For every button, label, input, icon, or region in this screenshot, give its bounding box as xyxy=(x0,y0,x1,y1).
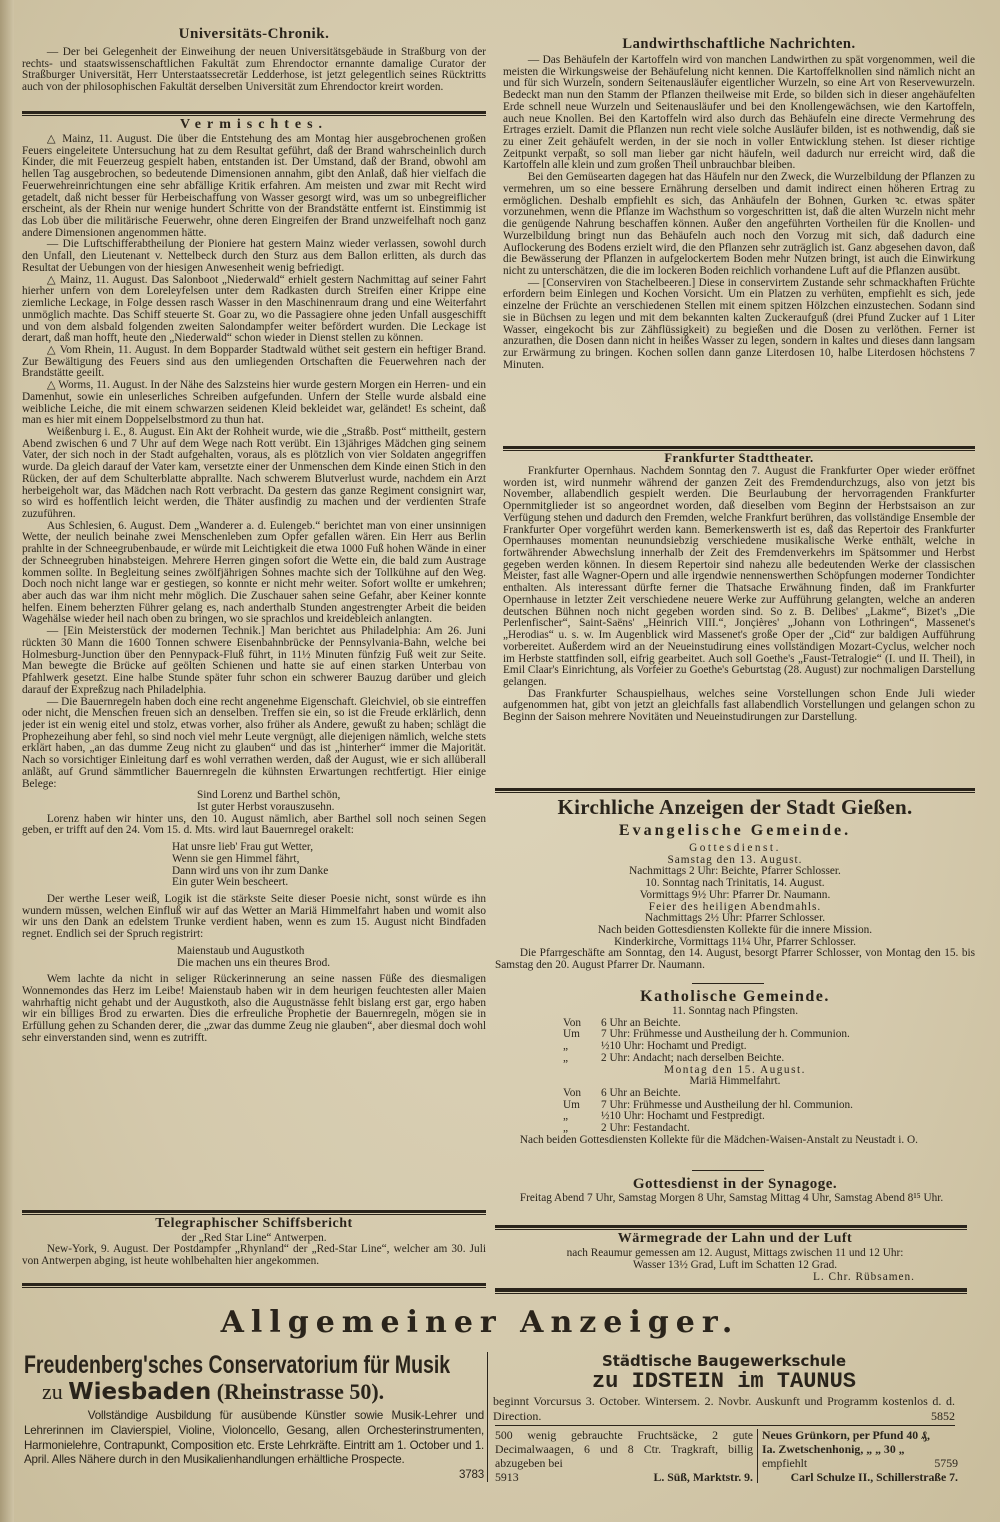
divider xyxy=(22,111,486,116)
evang-line: Gottesdienst. xyxy=(689,842,781,854)
divider xyxy=(22,1283,486,1288)
telegraph-text: New-York, 9. August. Der Postdampfer „Rhynland“ der „Red-Star Line“, welcher am 30. Juli von Antwerpen abging, ist heute wohlbehalten hier angekommen. xyxy=(22,1243,486,1267)
article-opernhaus: Frankfurter Opernhaus. Nachdem Sonntag den 7. August die Frankfurter Oper wieder eröffnet worden ist, wird nunmehr während der ganzen Zeit des Fremdendurchzugs, also von jetzt bis November, allabendlich gespielt werden. Die Beurlaubung der hervorragenden Frankfurter Opernmitglieder ist so angeordnet worden, daß dieselben vom Beginn der Herbstsaison an zur Verfügung stehen und dadurch den Fremden, welche Frankfurt berühren, das vollständige Ensemble der Frankfurter Oper vorgeführt werden kann. Bemerkenswerth ist es, daß das Repertoir des Frankfurter Opernhauses momentan neunundsiebzig verschiedene musikalische Werke enthält, welche in fortwährender Abwechslung innerhalb der Zeit des Fremdenverkehrs im Spätsommer und Herbst gegeben werden können. In diesem Repertoir sind nahezu alle bedeutenden Werke der classischen Meister, fast alle Wagner-Opern und alle irgendwie nennenswerthen Schöpfungen moderner Tondichter enthalten. Als interessant dürfte ferner die Thatsache Erwähnung finden, daß im Frankfurter Opernhause in letzter Zeit verschiedene neuere Werke zur Aufführung gelangten, welche an anderen deutschen Bühnen noch nicht gegeben worden sind. So z. B. Delibes' „Lakme“, Bizet's „Die Perlenfischer“, Saint-Saëns' „Heinrich VIII.“, Jonçières' „Johann von Lothringen“, Massenet's „Herodias“ u. s. w. Im Augenblick wird Massenet's große Oper der „Cid“ zur baldigen Aufführung vorbereitet. Außerdem wird an der Neueinstudirung eines vollständigen Mozart-Cyclus, welcher noch im Herbste stattfinden soll, eifrig gearbeitet. Auch soll Goethe's „Faust-Tetralogie“ (I. und II. Theil), in Emil Claar's Einrichtung, als Vorfeier zu Goethe's Geburtstag (28. August) zur nochmaligen Darstellung gelangen. xyxy=(503,466,975,688)
article-weissenburg: Weißenburg i. E., 8. August. Ein Akt der Rohheit wurde, wie die „Straßb. Post“ mittheilt, gestern Abend zwischen 6 und 7 Uhr auf dem Wege nach Rott verübt. Ein 13jähriges Mädchen ging seinem Vater, der sich noch in der Stadt aufgehalten, voraus, als es plötzlich von vier Soldaten angegriffen wurde. Da gleich darauf der Vater kam, versetzte einer der Unmenschen dem Kinde einen Stich in den Rücken, der auf dem Schulterblatte abprallte. Nach schwerem Blutverlust wurde, nachdem ein Arzt herbeigeholt war, das Mädchen nach Rott verbracht. Da gestern das ganze Regiment consignirt war, so wird es hoffentlich leicht werden, die Thäter ausfindig zu machen und der verdienten Strafe zuzuführen. xyxy=(22,425,486,520)
bau-title: Städtische Baugewerkschule xyxy=(601,1352,847,1370)
weather-section xyxy=(495,1231,975,1287)
weather-signature: L. Chr. Rübsamen. xyxy=(812,1271,915,1283)
conserv-text: Vollständige Ausbildung für ausübende Künstler sowie Musik-Lehrer und Lehrerinnen im Clavierspiel, Violine, Violoncello, Gesang, allen Orchesterinstrumenten, Harmonielehre, Contrapunkt, Composition etc. Erste Lehrkräfte. Eintritt am 1. October und 1. April. Alles Nähere durch in den Musikalienhandlungen erhältliche Prospecte. xyxy=(24,1409,484,1467)
column-divider xyxy=(487,1352,488,1482)
sacks-text: 500 wenig gebrauchte Fruchtsäcke, 2 gute Decimalwaagen, 6 und 8 Ctr. Tragkraft, billig abzugeben bei xyxy=(495,1428,753,1470)
kath-note: Nach beiden Gottesdiensten Kollekte für die Mädchen-Waisen-Anstalt zu Neustadt i. O. xyxy=(519,1133,918,1146)
verse-line: Maienstaub und Augustkoth xyxy=(177,944,305,957)
kath-row: „ 2 Uhr: Andacht; nach derselben Beichte. xyxy=(563,1051,785,1064)
conserv-subtitle xyxy=(24,1380,484,1404)
kath-row: „ 2 Uhr: Festandacht. xyxy=(563,1122,690,1135)
short-divider xyxy=(692,1170,764,1171)
kath-day: 11. Sonntag nach Pfingsten. xyxy=(671,1005,799,1017)
gruenkorn-number: 5759 xyxy=(934,1456,958,1470)
verse-line: Ein guter Wein bescheert. xyxy=(172,876,289,889)
kath-row: „ ½10 Uhr: Hochamt und Festpredigt. xyxy=(563,1110,765,1123)
verse-lorenz xyxy=(22,790,486,813)
vermischtes-articles xyxy=(22,134,486,1208)
conservatorium-ad xyxy=(24,1350,484,1485)
article-luftschiffer: — Die Luftschifferabtheilung der Pioniere hat gestern Mainz wieder verlassen, sowohl durch den Unfall, den Lieutenant v. Nettelbeck durch den Sturz aus dem Ballon erlitten, als durch das Resultat der Uebungen von der hiesigen Anwesenheit wenig befriedigt. xyxy=(22,238,486,274)
evang-line: Nach beiden Gottesdiensten Kollekte für die innere Mission. xyxy=(597,924,873,937)
conserv-zu: zu xyxy=(42,1379,63,1404)
syn-text: Freitag Abend 7 Uhr, Samstag Morgen 8 Uhr, Samstag Mittag 4 Uhr, Samstag Abend 8¹⁵ Uhr. xyxy=(519,1192,944,1204)
bau-body xyxy=(493,1394,955,1423)
kath-row: Von 6 Uhr an Beichte. xyxy=(563,1016,681,1029)
gruenkorn-signature: Carl Schulze II., Schillerstraße 7. xyxy=(790,1470,958,1484)
evang-line: 10. Sonntag nach Trinitatis, 14. August. xyxy=(645,877,825,890)
divider xyxy=(22,1210,486,1215)
divider xyxy=(495,788,975,793)
church-heading-box xyxy=(495,795,975,821)
short-divider xyxy=(692,983,764,984)
kath-row: Um 7 Uhr: Frühmesse und Austheilung der h. Communion. xyxy=(563,1028,850,1041)
telegraph-title: Telegraphischer Schiffsbericht xyxy=(155,1216,353,1231)
conserv-city: Wiesbaden xyxy=(68,1379,212,1405)
synagoge-section xyxy=(495,1176,975,1222)
landw-articles xyxy=(503,55,975,443)
gruenkorn-line3: empfiehlt xyxy=(762,1456,808,1470)
article-bauernregeln-2: Lorenz haben wir hinter uns, den 10. August nämlich, aber Barthel soll noch seinen Segen geben, er trifft auf den 24. Vom 15. d. Mts. wird laut Bauernregel orakelt: xyxy=(22,812,486,837)
weather-line1: nach Reaumur gemessen am 12. August, Mittags zwischen 11 und 12 Uhr: xyxy=(566,1247,904,1259)
theater-heading-box xyxy=(503,451,975,466)
column-divider xyxy=(757,1429,758,1483)
weather-title: Wärmegrade der Lahn und der Luft xyxy=(617,1231,853,1246)
kath-row: Von 6 Uhr an Beichte. xyxy=(563,1087,681,1100)
divider xyxy=(495,1225,967,1230)
conserv-number: 3783 xyxy=(459,1468,484,1482)
telegraph-subtitle: der „Red Star Line“ Antwerpen. xyxy=(181,1232,327,1244)
evang-note: Die Pfarrgeschäfte am Sonntag, den 14. August, besorgt Pfarrer Schlosser, von Montag den 15. bis Samstag den 20. August Pfarrer Dr. Naumann. xyxy=(495,947,975,972)
article-vom-rhein: △ Vom Rhein, 11. August. In dem Bopparder Stadtwald wüthet seit gestern ein heftiger Brand. Zur Bewältigung des Feuers sind aus den umliegenden Ortschaften die Feuerwehren nach der Brandstätte geeilt. xyxy=(22,343,486,380)
kath-feast: Mariä Himmelfahrt. xyxy=(689,1075,781,1088)
church-title: Kirchliche Anzeigen der Stadt Gießen. xyxy=(557,795,913,819)
univ-text: — Der bei Gelegenheit der Einweihung der neuen Universitätsgebäude in Straßburg von der rechts- und staatswissenschaftlichen Fakultät zum Ehrendoctor ernannte damalige Curator der Straßburger Universität, Herr Unterstaatssecretär Ledderhose, ist jetzt gelegentlich seines Rücktritts auch von der philosophischen Fakultät derselben Universität zum Ehrendoctor kreirt worden. xyxy=(22,47,486,94)
univ-title: Universitäts-Chronik. xyxy=(178,26,330,42)
univ-heading-box xyxy=(22,26,486,46)
article-mainz-salonboot: △ Mainz, 11. August. Das Salonboot „Niederwald“ erhielt gestern Nachmittag auf seiner Fahrt hierher unfern von dem Loreleyfelsen unter dem Radkasten durch Streifen einer Krippe eine ziemliche Leckage, in Folge dessen rasch Wasser in den Maschinenraum drang und eine Weiterfahrt unmöglich machte. Das Schiff steuerte St. Goar zu, wo die Passagiere ohne jeden Unfall ausgeschifft und von dem alsbald folgenden zweiten Salondampfer weiter befördert wurden. Die Leckage ist derart, daß man hofft, heute den „Niederwald“ schon wieder in Dienst stellen zu können. xyxy=(22,273,486,345)
evang-line: Vormittags 9½ Uhr: Pfarrer Dr. Naumann. xyxy=(639,888,831,901)
weather-line2: Wasser 13½ Grad, Luft im Schatten 12 Grad. xyxy=(632,1259,838,1271)
article-bauernregeln-3: Der werthe Leser weiß, Logik ist die stärkste Seite dieser Poesie nicht, sonst würde es ihn wundern müssen, welchen Einfluß wir auf das Wetter an Mariä Himmelfahrt haben und womit also wir uns den Dank an edelstem Trunke verdient haben, wenn es zum 15. August nicht Bindfaden regnet. Endlich sei der Spruch registrirt: xyxy=(22,893,486,941)
bau-text: beginnt Vorcursus 3. October. Wintersem. 2. Novbr. Auskunft und Programm kostenlos d. d. Direction. xyxy=(493,1394,955,1423)
article-bauernregeln-4: Wem lachte da nicht in seliger Rückerinnerung an seine nassen Füße des diesmaligen Wonnemondes das Herz im Leibe! Maienstaub haben wir in dem heurigen feuchtesten aller Maien wahrhaftig nicht gehabt und der Augustkoth, also die Augustnässe fehlt bislang erst gar, ergo haben wir ein billiges Brod zu erwarten. Dies die erfreuliche Prophetie der Bauernregeln, mögen sie in Erfüllung gehen zu Schanden derer, die „zwar das dumme Zeug nie glauben“, aber diesmal doch wohl sehr einverstanden sind, wenn es zutrifft. xyxy=(22,973,486,1044)
verse-line: Dann wird uns von ihr zum Danke xyxy=(172,864,329,877)
theater-articles xyxy=(503,466,975,784)
kath-day: Montag den 15. August. xyxy=(664,1063,806,1076)
landw-title: Landwirthschaftliche Nachrichten. xyxy=(622,36,856,52)
gruenkorn-ad xyxy=(762,1428,958,1484)
baugewerkschule-ad xyxy=(493,1352,955,1426)
divider xyxy=(495,1425,955,1426)
bau-number: 5852 xyxy=(931,1408,955,1423)
article-worms: △ Worms, 11. August. In der Nähe des Salzsteins hier wurde gestern Morgen ein Herren- und ein Damenhut, sowie ein unleserliches Schreiben aufgefunden. Unfern der Stelle wurde alsbald eine weibliche Leiche, die mit einem schwarzen seidenen Kleid bekleidet war, geländet! Es scheint, daß man es hier mit einem Doppelselbstmord zu thun hat. xyxy=(22,379,486,427)
anzeiger-title: Allgemeiner Anzeiger. xyxy=(220,1305,740,1340)
evang-line: Samstag den 13. August. xyxy=(667,853,803,866)
kath-row: Um 7 Uhr: Frühmesse und Austheilung der hl. Communion. xyxy=(563,1098,853,1111)
article-schauspielhaus: Das Frankfurter Schauspielhaus, welches seine Vorstellungen schon Ende Juli wieder aufgenommen hat, gibt von jetzt an gleichfalls fast allabendlich Vorstellungen und gelangen schon zu Beginn der Saison mehrere Novitäten und Neueinstudirungen zur Darstellung. xyxy=(503,687,975,724)
verse-line: Sind Lorenz und Barthel schön, xyxy=(197,789,341,802)
gruenkorn-line1: Neues Grünkorn, per Pfund 40 ₰, xyxy=(762,1428,930,1442)
evangelische-section xyxy=(495,822,975,982)
theater-title: Frankfurter Stadttheater. xyxy=(664,451,814,465)
sacks-signature: L. Süß, Marktstr. 9. xyxy=(653,1470,753,1484)
verse-line: Wenn sie gen Himmel fährt, xyxy=(172,852,300,865)
article-kartoffeln: — Das Behäufeln der Kartoffeln wird von manchen Landwirthen zu spät vorgenommen, weil die meisten die Wirkungsweise der Behäufelung nicht kennen. Die Kartoffelknollen sind nämlich nicht an und für sich Wurzeln, sondern Seitenausläufer eigentlicher Wurzeln, so eine Art von Reservewurzeln. Bedeckt man nun den Stamm der Pflanzen theilweise mit Erde, so bilden sich in dieser angehäufelten Erde schnell neue Wurzeln und Seitenausläufer und bei den Knollengewächsen, wie den Kartoffeln, auch neue Knollen. Bei den Kartoffeln wird also durch das Behäufeln eine directe Vermehrung des Ertrages erzielt. Damit die Pflanzen nun recht viele solche Ausläufer bilden, ist es nothwendig, daß sie zu einer Zeit gehäufelt werden, in der sie noch in voller Entwicklung stehen. Ist dieser richtige Zeitpunkt verpaßt, so soll man lieber gar nicht häufeln, weil dadurch nur erreicht wird, daß die Kartoffeln alle klein und zum großen Theil unbrauchbar bleiben. xyxy=(503,55,975,172)
evang-line: Kinderkirche, Vormittags 11¼ Uhr, Pfarrer Schlosser. xyxy=(614,935,856,948)
conserv-body xyxy=(24,1409,484,1482)
telegraph-section xyxy=(22,1216,486,1280)
vermischtes-title: Vermischtes. xyxy=(179,117,329,132)
article-bauernregeln: — Die Bauernregeln haben doch eine recht angenehme Eigenschaft. Gleichviel, ob sie eintreffen oder nicht, die Menschen freuen sich an denselben. Treffen sie ein, so ist die Freude erklärlich, denn jeder ist ein wenig eitel und stolz, etwas vorher, also früher als Andere, gewußt zu haben; schlägt die Prophezeihung aber fehl, so sind noch viel mehr Leute vergnügt, alle diejenigen nämlich, welche stets erklärt haben, „an das dumme Zeug nicht zu glauben“ und das ist „hinterher“ immer die Majorität. Nach so vorsichtiger Einleitung darf es wohl verrathen werden, daß der August, wie er sich allüberall anläßt, auf Grund sämmtlicher Bauernregeln die kühnsten Erwartungen rechtfertigt. Hier einige Belege: xyxy=(22,695,486,790)
conserv-title: Freudenberg'sches Conservatorium für Musik xyxy=(24,1351,451,1379)
syn-title: Gottesdienst in der Synagoge. xyxy=(632,1176,838,1192)
kath-row: „ ½10 Uhr: Hochamt und Predigt. xyxy=(563,1040,747,1053)
vermischtes-heading-box xyxy=(22,117,486,134)
univ-article xyxy=(22,47,486,109)
page-edge xyxy=(0,0,14,1522)
article-mainz-fire: △ Mainz, 11. August. Die über die Entstehung des am Montag hier ausgebrochenen großen Feuers eingeleitete Untersuchung hat zu dem Resultat geführt, daß der Brand wahrscheinlich durch Kinder, die mit Feuerzeug gespielt haben, entstanden ist. Der Umstand, daß der Brand, obwohl am hellen Tag ausgebrochen, so bedeutende Dimensionen annahm, gibt den Anlaß, daß hier vielfach die Feuerwehreinrichtungen eine sehr abfällige Kritik erfahren. Am meisten und zwar mit Recht wird getadelt, daß nicht besser für Herbeischaffung von Wasser gesorgt wird, was um so unbegreiflicher erscheint, als der Rhein nur wenige hundert Schritte von der Brandstätte entfernt ist. Einstimmig ist das Lob über die militärische Feuerwehr, ohne deren Eingreifen der Brand unzweifelhaft noch ganz andere Dimensionen angenommen hätte. xyxy=(22,134,486,239)
anzeiger-heading-box xyxy=(150,1305,810,1349)
gruenkorn-line2: Ia. Zwetschenhonig, „ „ 30 „ xyxy=(762,1442,905,1456)
verse-maienstaub xyxy=(22,946,486,969)
verse-frau xyxy=(22,842,486,889)
verse-line: Ist guter Herbst vorauszusehn. xyxy=(197,800,335,813)
verse-line: Die machen uns ein theures Brod. xyxy=(177,956,331,969)
bau-subtitle: zu IDSTEIN im TAUNUS xyxy=(591,1369,857,1394)
evang-title: Evangelische Gemeinde. xyxy=(618,822,852,839)
fruchtsaecke-ad xyxy=(495,1428,753,1484)
landw-heading-box xyxy=(503,36,975,54)
evang-line: Nachmittags 2 Uhr: Beichte, Pfarrer Schlosser. xyxy=(629,865,841,878)
katholische-section xyxy=(495,988,975,1166)
evang-line: Nachmittags 2½ Uhr: Pfarrer Schlosser. xyxy=(644,912,826,925)
verse-line: Hat unsre lieb' Frau gut Wetter, xyxy=(172,841,314,854)
article-technik: — [Ein Meisterstück der modernen Technik.] Man berichtet aus Philadelphia: Am 26. Juni rückten 30 Mann die 1600 Tonnen schwere Eisenbahnbrücke der Pennsylvania-Bahn, welche bei Holmesburg-Junction über den Pennypack-Fluß führt, in 11½ Minuten fünfzig Fuß weit zur Seite. Man bewegte die Brücke auf geölten Schienen und hatte sie auf einen starken Unterbau von Pfahlwerk gesetzt. Eine halbe Stunde später fuhr schon ein schwerer Bauzug darüber und gleich darauf der Expreßzug nach Philadelphia. xyxy=(22,625,486,696)
evang-line: Feier des heiligen Abendmahls. xyxy=(648,900,822,913)
divider xyxy=(495,1288,967,1294)
article-gemuese: Bei den Gemüsearten dagegen hat das Häufeln nur den Zweck, die Wurzelbildung der Pflanzen zu vermehren, um so eine bessere Ernährung derselben und damit indirect einen höheren Ertrag zu ermöglichen. Deshalb empfiehlt es sich, das Anhäufeln der Bohnen, Gurken ꝛc. etwas später vorzunehmen, wenn die Pflanze im Wachsthum so vorgeschritten ist, daß die alten Wurzeln nicht mehr die genügende Nahrung beschaffen können. Außer den angeführten Vortheilen für die Knollen- und Wurzelbildung bringt nun das Behäufeln auch noch den Vorzug mit sich, daß dadurch eine Auflockerung des Bodens erzielt wird, die den Pflanzen sehr zuträglich ist. Ganz abgesehen davon, daß die Bewässerung der Pflanzen in aufgelockertem Boden mehr Nutzen bringt, ist auch die Einwirkung nicht zu unterschätzen, die die im lockeren Boden reichlich vorhandene Luft auf die Pflanzen ausübt. xyxy=(503,171,975,277)
sacks-number: 5913 xyxy=(495,1470,519,1484)
conserv-address: (Rheinstrasse 50). xyxy=(216,1379,385,1404)
article-stachelbeeren: — [Conserviren von Stachelbeeren.] Diese in conservirtem Zustande sehr schmackhaften Früchte erfordern beim Einlegen und Kochen Vorsicht. Um ein Platzen zu verhüten, empfiehlt es sich, jede einzelne der Früchte an verschiedenen Stellen mit einem spitzen Hölzchen einzustechen. Sodann sind sie in Büchsen zu legen und mit dem bekannten kalten Zuckeraufguß (drei Pfund Zucker auf 1 Liter Wasser, eingekocht bis zur Zähflüssigkeit) zu begießen und die Dosen zu verlöthen. Ferner ist anzurathen, die Dosen dann nicht in heißes Wasser zu legen, sondern in kaltes und dieses dann langsam zur Erwärmung zu bringen. Kochen sollen dann ganze Literdosen 10, halbe Literdosen höchstens 7 Minuten. xyxy=(503,276,975,371)
article-schlesien: Aus Schlesien, 6. August. Dem „Wanderer a. d. Eulengeb.“ berichtet man von einer unsinnigen Wette, der neulich beinahe zwei Menschenleben zum Opfer gefallen wären. Ein Herr aus Berlin prahlte in der Schneegrubenbaude, er würde mit Leichtigkeit die etwa 1000 Fuß hohen Wände in einer der Schneegruben hinabsteigen. Mehrere Herren gingen sofort die Wette ein, die bald zum Austrage kommen sollte. In Begleitung seines zwölfjährigen Sohnes machte sich der Tollkühne auf den Weg. Doch noch nicht lange war er gestiegen, so konnte er nicht mehr weiter. Sofort wollte er umkehren; aber auch das war ihm nicht mehr möglich. Die Zuschauer sahen seine Gefahr, aber Keiner konnte helfen. Einem beherzten Führer gelang es, nach anderthalb Stunden angestrengter Arbeit die beiden Wagehälse wieder heil nach oben zu bringen, wo sie sprachlos und kreidebleich anlangten. xyxy=(22,519,486,626)
kath-title: Katholische Gemeinde. xyxy=(640,988,830,1005)
